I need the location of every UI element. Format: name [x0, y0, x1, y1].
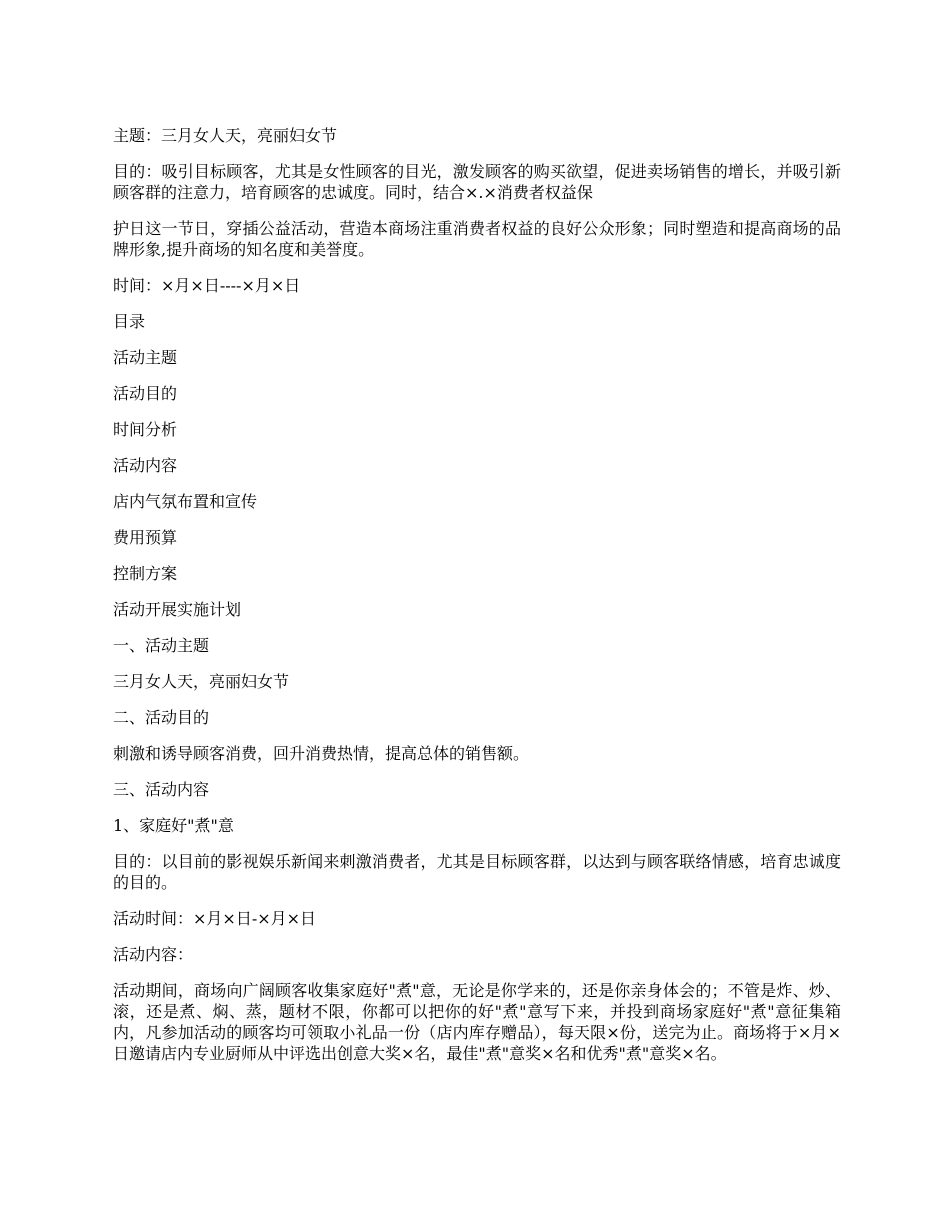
- document-page: [113, 125, 841, 1079]
- subsection-content-text: 活动期间，商场向广阔顾客收集家庭好"煮"意，无论是你学来的，还是你亲身体会的；不管是炸、炒、滚，还是煮、焖、蒸，题材不限，你都可以把你的好"煮"意写下来，并投到商场家庭好"煮"意征集箱内，凡参加活动的顾客均可领取小礼品一份（店内库存赠品），每天限×份，送完为止。商场将于×月×日邀请店内专业厨师从中评选出创意大奖×名，最佳"煮"意奖×名和优秀"煮"意奖×名。: [113, 981, 841, 1063]
- toc-item-control-plan: 控制方案: [113, 564, 178, 583]
- toc-item-budget: 费用预算: [113, 528, 178, 547]
- section-purpose-text: 刺激和诱导顾客消费，回升消费热情，提高总体的销售额。: [113, 744, 530, 763]
- toc-item-implementation-plan: 活动开展实施计划: [113, 600, 242, 619]
- toc-heading: 目录: [113, 312, 146, 331]
- purpose-paragraph: 目的：吸引目标顾客，尤其是女性顾客的目光，激发顾客的购买欲望，促进卖场销售的增长，并吸引新顾客群的注意力，培育顾客的忠诚度。同时，结合×.×消费者权益保: [113, 162, 841, 202]
- toc-item-purpose: 活动目的: [113, 384, 178, 403]
- toc-item-time-analysis: 时间分析: [113, 420, 178, 439]
- section-theme-text: 三月女人天，亮丽妇女节: [113, 672, 290, 691]
- subsection-time-line: 活动时间：×月×日-×月×日: [113, 909, 317, 928]
- section-heading-purpose: 二、活动目的: [113, 708, 210, 727]
- toc-item-store-atmosphere: 店内气氛布置和宣传: [113, 492, 258, 511]
- toc-item-content: 活动内容: [113, 456, 178, 475]
- subsection-purpose-text: 目的：以目前的影视娱乐新闻来刺激消费者，尤其是目标顾客群，以达到与顾客联络情感，培育忠诚度的目的。: [113, 852, 841, 892]
- toc-item-theme: 活动主题: [113, 348, 178, 367]
- purpose-continued-paragraph: 护日这一节日，穿插公益活动，营造本商场注重消费者权益的良好公众形象；同时塑造和提高商场的品牌形象,提升商场的知名度和美誉度。: [113, 219, 841, 259]
- subsection-heading-family-idea: 1、家庭好"煮"意: [113, 816, 234, 835]
- theme-line: 主题：三月女人天，亮丽妇女节: [113, 126, 338, 145]
- section-heading-theme: 一、活动主题: [113, 636, 210, 655]
- time-line: 时间：×月×日----×月×日: [113, 276, 301, 295]
- section-heading-content: 三、活动内容: [113, 780, 210, 799]
- subsection-content-label: 活动内容：: [113, 945, 194, 964]
